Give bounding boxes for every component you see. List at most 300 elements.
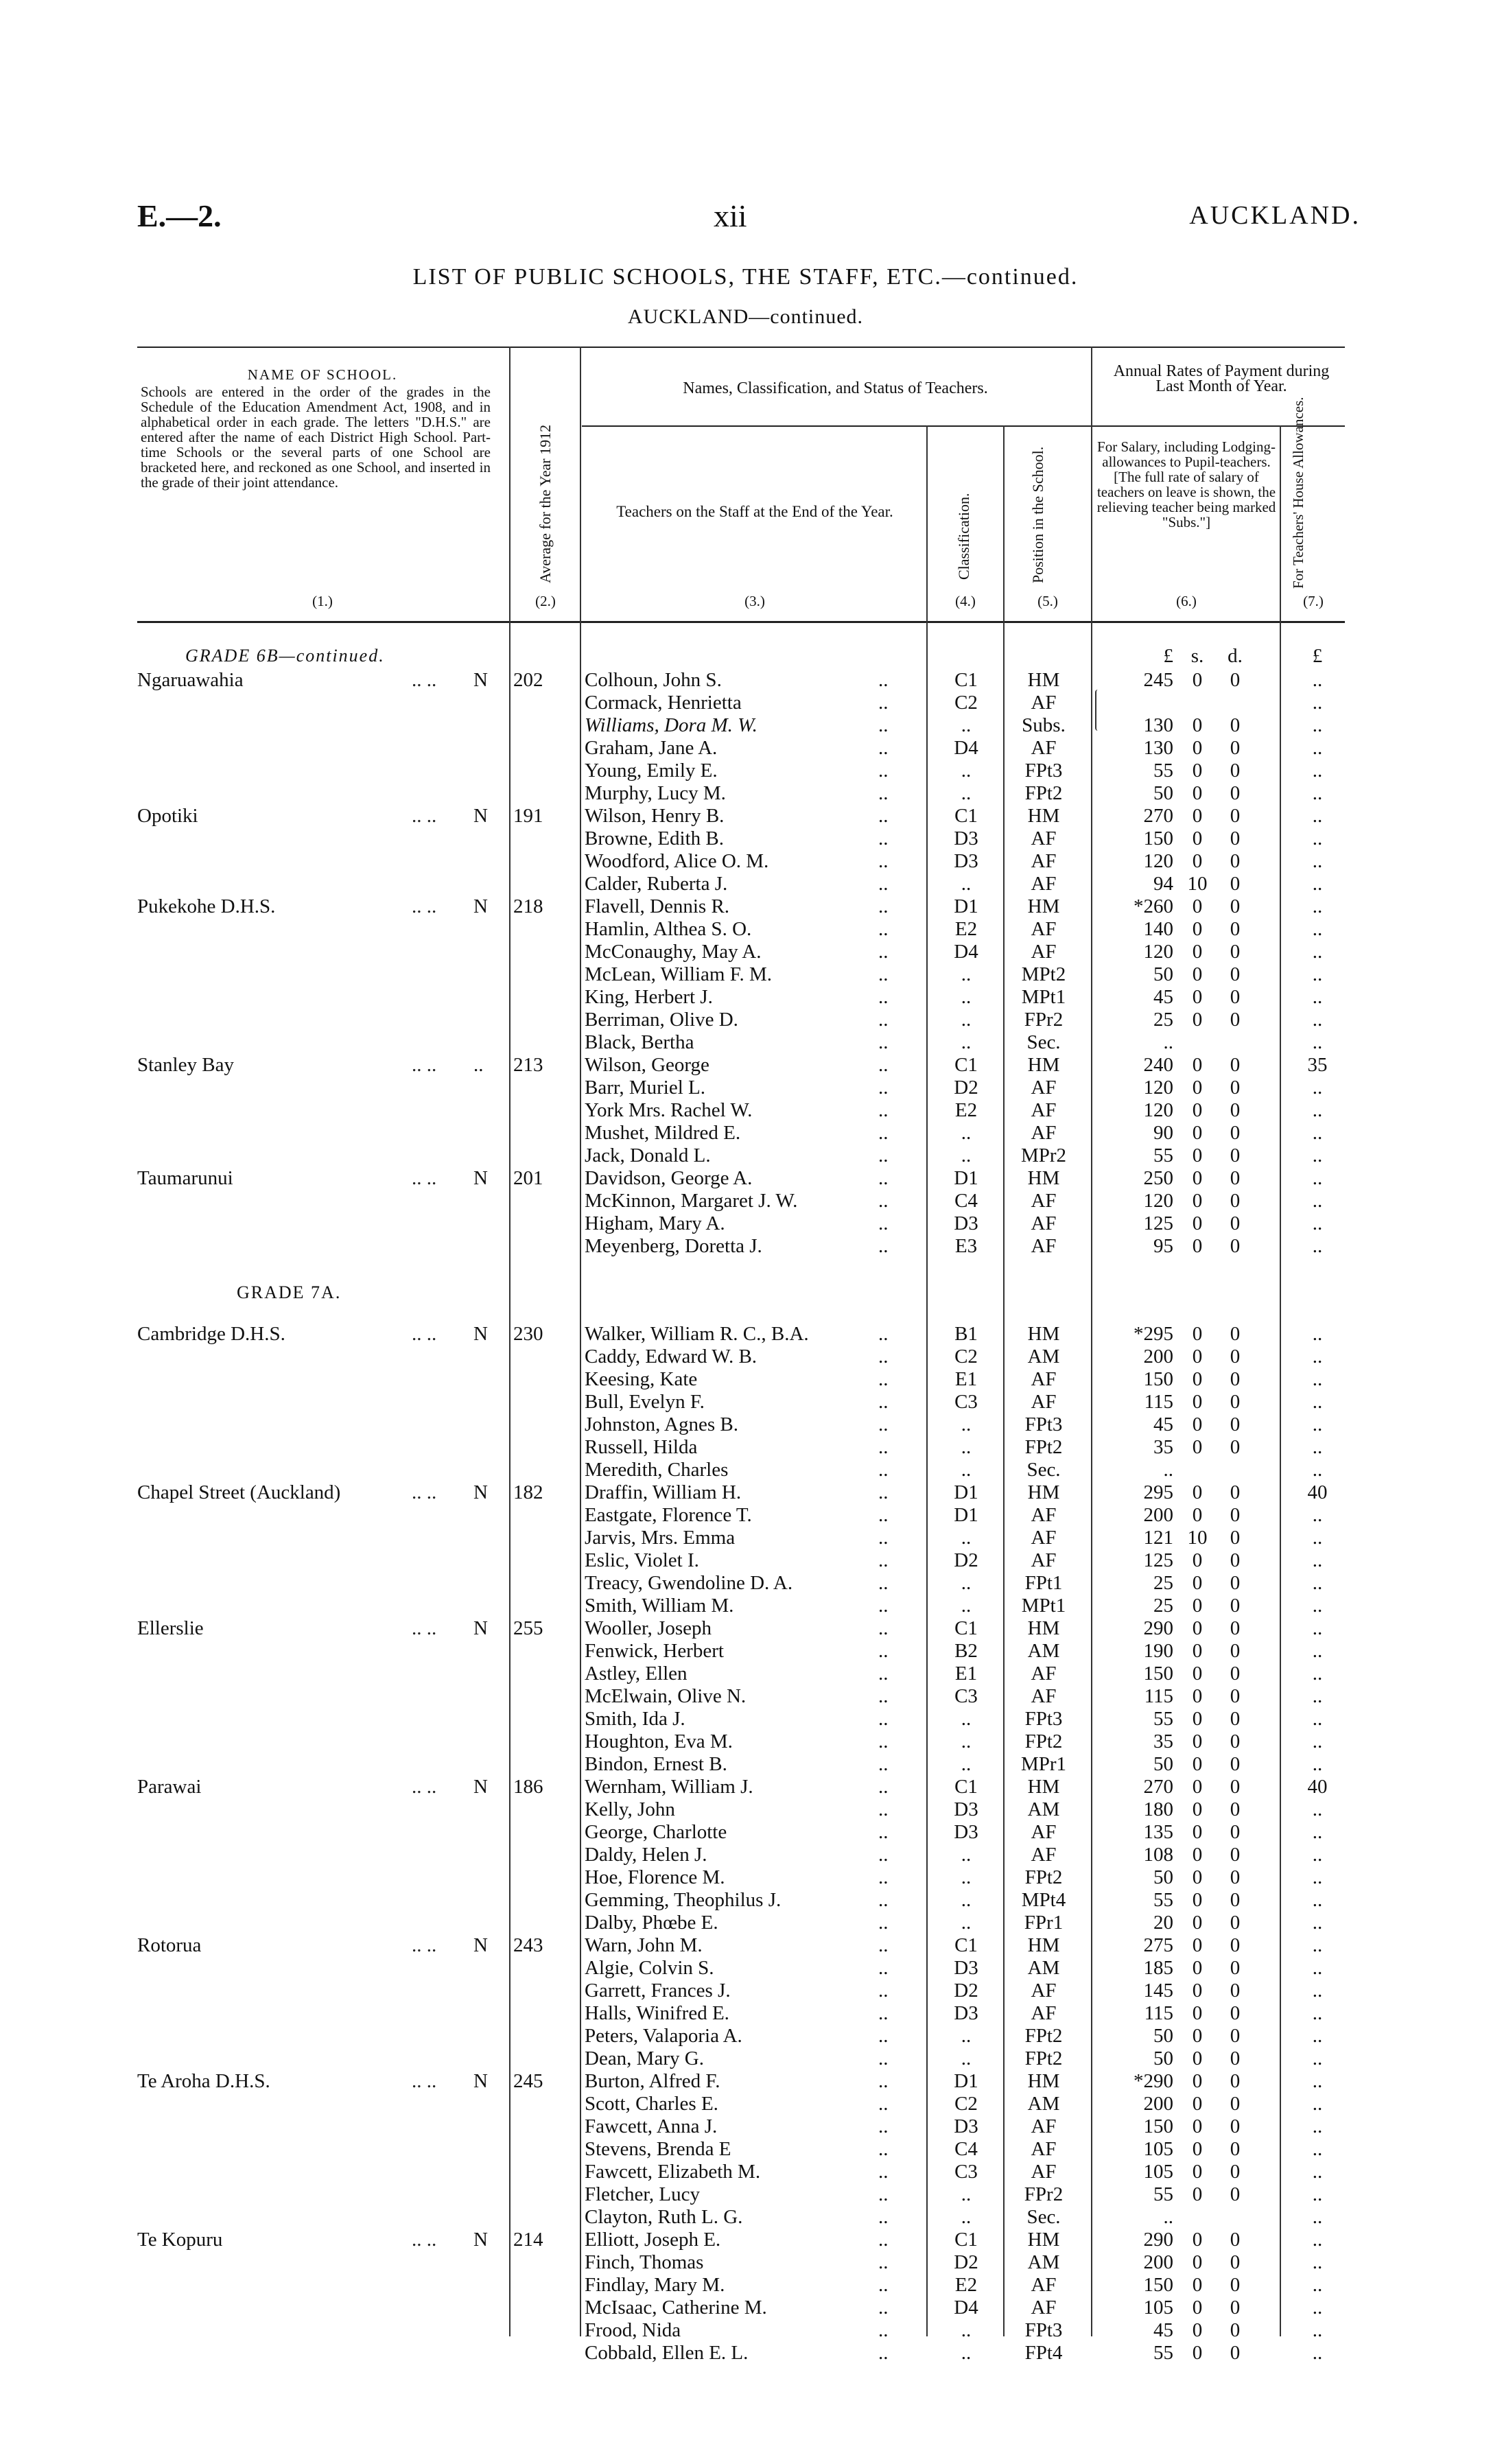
teacher-classification: B1 xyxy=(954,1323,978,1345)
teacher-classification: D3 xyxy=(954,2115,978,2137)
leader-dots: .. xyxy=(878,760,889,782)
school-status: N xyxy=(473,1776,488,1798)
leader-dots: .. xyxy=(878,1031,889,1053)
salary-pounds: 150 xyxy=(1143,2115,1173,2137)
salary-pence: 0 xyxy=(1230,850,1241,872)
salary-pence: 0 xyxy=(1230,1368,1241,1390)
house-allowance: .. xyxy=(1312,1190,1323,1212)
salary-pence: 0 xyxy=(1230,2274,1241,2296)
col6-title: For Salary, including Lodging-allowances to Pupil-teachers. [The full rate of salary of teachers on leave is shown, the relieving teacher being marked "Subs."] xyxy=(1096,438,1276,530)
col1-number: (1.) xyxy=(312,593,333,609)
school-average: 202 xyxy=(513,669,543,691)
house-allowance: 40 xyxy=(1307,1481,1328,1503)
teacher-position: AF xyxy=(1031,692,1057,714)
salary-pounds: 200 xyxy=(1143,1346,1173,1368)
leader-dots: .. .. xyxy=(412,895,437,917)
house-allowance: .. xyxy=(1312,2002,1323,2024)
salary-shillings: 0 xyxy=(1192,1009,1203,1031)
salary-pounds: 25 xyxy=(1153,1572,1173,1594)
salary-shillings: 0 xyxy=(1192,1685,1203,1707)
salary-pounds: 120 xyxy=(1143,1077,1173,1099)
leader-dots: .. xyxy=(878,669,889,691)
salary-pence: 0 xyxy=(1230,986,1241,1008)
leader-dots: .. xyxy=(878,1685,889,1707)
teacher-name: Cormack, Henrietta xyxy=(585,692,742,714)
teacher-classification: .. xyxy=(961,2206,972,2228)
salary-shillings: 0 xyxy=(1192,1235,1203,1257)
leader-dots: .. xyxy=(878,2138,889,2160)
salary-shillings: 0 xyxy=(1192,1077,1203,1099)
salary-pence: 0 xyxy=(1230,1054,1241,1076)
teacher-classification: C4 xyxy=(954,1190,978,1212)
salary-shillings: 0 xyxy=(1192,2093,1203,2115)
teacher-position: Sec. xyxy=(1026,1031,1061,1053)
teacher-position: HM xyxy=(1027,2070,1060,2092)
col7-title: For Teachers' House Allowances. xyxy=(1290,397,1306,589)
salary-pence: 0 xyxy=(1230,941,1241,963)
leader-dots: .. xyxy=(878,714,889,736)
salary-pounds: 20 xyxy=(1153,1912,1173,1934)
teacher-name: Wilson, George xyxy=(585,1054,709,1076)
teacher-classification: D4 xyxy=(954,737,978,759)
salary-pence: 0 xyxy=(1230,1077,1241,1099)
salary-pounds: 55 xyxy=(1153,2342,1173,2364)
teacher-position: AF xyxy=(1031,1980,1057,2002)
house-allowance: .. xyxy=(1312,2070,1323,2092)
leader-dots: .. xyxy=(878,692,889,714)
salary-pence: 0 xyxy=(1230,2319,1241,2341)
teacher-name: King, Herbert J. xyxy=(585,986,713,1008)
leader-dots: .. xyxy=(878,918,889,940)
leader-dots: .. xyxy=(878,2206,889,2228)
teacher-name: Cobbald, Ellen E. L. xyxy=(585,2342,749,2364)
table-top-rule xyxy=(137,347,1345,348)
house-allowance: .. xyxy=(1312,1957,1323,1979)
teacher-position: AF xyxy=(1031,1821,1057,1843)
leader-dots: .. xyxy=(878,1481,889,1503)
house-allowance: .. xyxy=(1312,2229,1323,2251)
teacher-name: Fenwick, Herbert xyxy=(585,1640,724,1662)
teacher-classification: .. xyxy=(961,2048,972,2069)
salary-shillings: 0 xyxy=(1192,2138,1203,2160)
leader-dots: .. xyxy=(878,805,889,827)
salary-pence: 0 xyxy=(1230,2002,1241,2024)
teacher-name: Graham, Jane A. xyxy=(585,737,718,759)
house-allowance: .. xyxy=(1312,1685,1323,1707)
col5-number: (5.) xyxy=(1037,593,1058,609)
teacher-position: AM xyxy=(1027,2251,1060,2273)
school-average: 214 xyxy=(513,2229,543,2251)
salary-pounds: 250 xyxy=(1143,1167,1173,1189)
leader-dots: .. xyxy=(878,1212,889,1234)
teacher-position: FPt2 xyxy=(1024,1866,1063,1888)
teacher-classification: .. xyxy=(961,2342,972,2364)
teacher-position: AF xyxy=(1031,1391,1057,1413)
teacher-position: HM xyxy=(1027,1934,1060,1956)
leader-dots: .. xyxy=(878,1504,889,1526)
teacher-classification: E2 xyxy=(954,2274,978,2296)
teacher-name: Fawcett, Elizabeth M. xyxy=(585,2161,761,2183)
house-allowance: .. xyxy=(1312,2297,1323,2319)
salary-shillings: 0 xyxy=(1192,963,1203,985)
salary-pounds: 115 xyxy=(1144,1391,1173,1413)
school-average: 182 xyxy=(513,1481,543,1503)
salary-shillings: 0 xyxy=(1192,2342,1203,2364)
house-allowance: .. xyxy=(1312,1889,1323,1911)
teacher-position: MPt4 xyxy=(1021,1889,1066,1911)
salary-pence: 0 xyxy=(1230,1235,1241,1257)
leader-dots: .. xyxy=(878,1934,889,1956)
teacher-position: AF xyxy=(1031,1190,1057,1212)
salary-pounds: 25 xyxy=(1153,1595,1173,1617)
salary-pence: 0 xyxy=(1230,1889,1241,1911)
col5-title: Position in the School. xyxy=(1029,446,1046,583)
leader-dots: .. xyxy=(878,1190,889,1212)
school-status: N xyxy=(473,2229,488,2251)
teacher-classification: .. xyxy=(961,1730,972,1752)
salary-shillings: 0 xyxy=(1192,1190,1203,1212)
teacher-name: Barr, Muriel L. xyxy=(585,1077,706,1099)
leader-dots: .. xyxy=(878,1009,889,1031)
teacher-name: Wernham, William J. xyxy=(585,1776,753,1798)
salary-pounds: 270 xyxy=(1143,1776,1173,1798)
house-allowance: .. xyxy=(1312,963,1323,985)
teacher-classification: D1 xyxy=(954,2070,978,2092)
leader-dots: .. xyxy=(878,873,889,895)
salary-shillings: 0 xyxy=(1192,986,1203,1008)
house-allowance: .. xyxy=(1312,1235,1323,1257)
leader-dots: .. xyxy=(878,963,889,985)
house-allowance: .. xyxy=(1312,2138,1323,2160)
salary-pounds: .. xyxy=(1163,1459,1173,1481)
salary-shillings: 0 xyxy=(1192,941,1203,963)
salary-pounds: 45 xyxy=(1153,986,1173,1008)
leader-dots: .. xyxy=(878,2342,889,2364)
salary-pounds: 125 xyxy=(1143,1212,1173,1234)
teacher-name: Finch, Thomas xyxy=(585,2251,704,2273)
salary-shillings: 0 xyxy=(1192,1549,1203,1571)
house-allowance: .. xyxy=(1312,1730,1323,1752)
teacher-name: Williams, Dora M. W. xyxy=(585,714,758,736)
house-allowance: .. xyxy=(1312,2025,1323,2047)
teacher-position: Subs. xyxy=(1022,714,1066,736)
teacher-classification: .. xyxy=(961,1413,972,1435)
salary-pence: 0 xyxy=(1230,1122,1241,1144)
teacher-name: Murphy, Lucy M. xyxy=(585,782,726,804)
teacher-name: Higham, Mary A. xyxy=(585,1212,725,1234)
house-allowance: .. xyxy=(1312,2183,1323,2205)
salary-pounds: 275 xyxy=(1143,1934,1173,1956)
salary-shillings: 0 xyxy=(1192,2274,1203,2296)
salary-shillings: 0 xyxy=(1192,1730,1203,1752)
salary-pence: 0 xyxy=(1230,1504,1241,1526)
teacher-name: Jack, Donald L. xyxy=(585,1145,711,1166)
salary-shillings: 0 xyxy=(1192,2319,1203,2341)
leader-dots: .. xyxy=(878,1617,889,1639)
teacher-position: HM xyxy=(1027,669,1060,691)
salary-shillings: 0 xyxy=(1192,1413,1203,1435)
teacher-position: HM xyxy=(1027,1054,1060,1076)
house-allowance: .. xyxy=(1312,760,1323,782)
teacher-position: AM xyxy=(1027,1957,1060,1979)
house-allowance: .. xyxy=(1312,1167,1323,1189)
salary-pence: 0 xyxy=(1230,2093,1241,2115)
house-allowance: .. xyxy=(1312,1077,1323,1099)
salary-pence: 0 xyxy=(1230,873,1241,895)
house-allowance: .. xyxy=(1312,1009,1323,1031)
leader-dots: .. xyxy=(878,2048,889,2069)
salary-pence: 0 xyxy=(1230,1617,1241,1639)
salary-pence: 0 xyxy=(1230,782,1241,804)
salary-shillings: 0 xyxy=(1192,1122,1203,1144)
teacher-classification: D4 xyxy=(954,941,978,963)
salary-pounds: 121 xyxy=(1143,1527,1173,1549)
salary-shillings: 0 xyxy=(1192,1640,1203,1662)
salary-pence: 0 xyxy=(1230,1980,1241,2002)
teacher-classification: C1 xyxy=(954,1934,978,1956)
teacher-name: Black, Bertha xyxy=(585,1031,694,1053)
school-name: Opotiki xyxy=(137,805,198,827)
leader-dots: .. xyxy=(878,2002,889,2024)
teacher-name: Clayton, Ruth L. G. xyxy=(585,2206,743,2228)
salary-pounds: 50 xyxy=(1153,1753,1173,1775)
teacher-position: MPt1 xyxy=(1021,986,1066,1008)
teacher-name: McConaughy, May A. xyxy=(585,941,762,963)
teacher-name: Young, Emily E. xyxy=(585,760,718,782)
leader-dots: .. xyxy=(878,1866,889,1888)
teacher-position: AF xyxy=(1031,1368,1057,1390)
teacher-name: Bindon, Ernest B. xyxy=(585,1753,727,1775)
teacher-classification: C3 xyxy=(954,2161,978,2183)
salary-pence: 0 xyxy=(1230,1190,1241,1212)
teacher-classification: .. xyxy=(961,1595,972,1617)
teacher-name: Treacy, Gwendoline D. A. xyxy=(585,1572,793,1594)
teacher-classification: .. xyxy=(961,782,972,804)
teacher-name: Russell, Hilda xyxy=(585,1436,698,1458)
col-divider-5 xyxy=(1091,347,1092,2336)
leader-dots: .. xyxy=(878,2251,889,2273)
leader-dots: .. .. xyxy=(412,1776,437,1798)
leader-dots: .. xyxy=(878,941,889,963)
col1-title: NAME OF SCHOOL. xyxy=(247,366,398,383)
salary-pounds: 35 xyxy=(1153,1436,1173,1458)
salary-shillings: 0 xyxy=(1192,2048,1203,2069)
teacher-position: AF xyxy=(1031,1844,1057,1866)
teacher-name: Woodford, Alice O. M. xyxy=(585,850,769,872)
salary-shillings: 0 xyxy=(1192,1798,1203,1820)
salary-pence: 0 xyxy=(1230,2342,1241,2364)
teacher-name: Caddy, Edward W. B. xyxy=(585,1346,758,1368)
teacher-position: AF xyxy=(1031,873,1057,895)
teacher-classification: .. xyxy=(961,1527,972,1549)
salary-pence: 0 xyxy=(1230,1957,1241,1979)
leader-dots: .. xyxy=(878,2093,889,2115)
teacher-classification: D1 xyxy=(954,1481,978,1503)
leader-dots: .. xyxy=(878,1235,889,1257)
teacher-classification: .. xyxy=(961,1122,972,1144)
school-name: Te Aroha D.H.S. xyxy=(137,2070,270,2092)
teacher-name: Davidson, George A. xyxy=(585,1167,753,1189)
teacher-name: Dean, Mary G. xyxy=(585,2048,704,2069)
unit-pounds: £ xyxy=(1163,645,1173,667)
teacher-classification: C1 xyxy=(954,669,978,691)
teacher-name: Houghton, Eva M. xyxy=(585,1730,733,1752)
salary-pounds: 290 xyxy=(1143,1617,1173,1639)
col-divider-2 xyxy=(580,347,581,2336)
house-allowance: .. xyxy=(1312,1912,1323,1934)
leader-dots: .. xyxy=(878,1798,889,1820)
teacher-classification: D1 xyxy=(954,1167,978,1189)
house-allowance: .. xyxy=(1312,2319,1323,2341)
teacher-classification: .. xyxy=(961,1436,972,1458)
house-allowance: .. xyxy=(1312,1663,1323,1685)
page-code: E.—2. xyxy=(137,198,222,233)
unit-pence: d. xyxy=(1228,645,1243,667)
salary-pence: 0 xyxy=(1230,1595,1241,1617)
table-subheader-rule xyxy=(582,425,1345,427)
teacher-position: FPt2 xyxy=(1024,1436,1063,1458)
house-allowance: 40 xyxy=(1307,1776,1328,1798)
teacher-name: Wooller, Joseph xyxy=(585,1617,712,1639)
salary-pence: 0 xyxy=(1230,2025,1241,2047)
house-allowance: .. xyxy=(1312,714,1323,736)
house-allowance: .. xyxy=(1312,1145,1323,1166)
salary-pounds: 45 xyxy=(1153,1413,1173,1435)
salary-shillings: 0 xyxy=(1192,1957,1203,1979)
teacher-classification: .. xyxy=(961,2183,972,2205)
house-allowance: .. xyxy=(1312,2342,1323,2364)
salary-shillings: 0 xyxy=(1192,1212,1203,1234)
salary-pounds: 55 xyxy=(1153,1889,1173,1911)
teacher-name: Algie, Colvin S. xyxy=(585,1957,714,1979)
school-status: N xyxy=(473,1481,488,1503)
teacher-classification: C1 xyxy=(954,805,978,827)
house-allowance: .. xyxy=(1312,1031,1323,1053)
teacher-position: HM xyxy=(1027,1481,1060,1503)
teacher-classification: E3 xyxy=(954,1235,978,1257)
leader-dots: .. xyxy=(878,1595,889,1617)
teacher-classification: C1 xyxy=(954,1054,978,1076)
teacher-name: Hoe, Florence M. xyxy=(585,1866,725,1888)
teacher-name: Smith, Ida J. xyxy=(585,1708,685,1730)
salary-shillings: 0 xyxy=(1192,1572,1203,1594)
unit-pounds-allowance: £ xyxy=(1312,645,1323,667)
salary-shillings: 0 xyxy=(1192,1099,1203,1121)
teacher-name: Wilson, Henry B. xyxy=(585,805,725,827)
salary-pounds: 135 xyxy=(1143,1821,1173,1843)
teacher-classification: B2 xyxy=(954,1640,978,1662)
teacher-name: Frood, Nida xyxy=(585,2319,681,2341)
salary-pounds: 120 xyxy=(1143,1099,1173,1121)
salary-pence: 0 xyxy=(1230,1009,1241,1031)
teacher-name: McKinnon, Margaret J. W. xyxy=(585,1190,798,1212)
salary-shillings: 0 xyxy=(1192,828,1203,849)
leader-dots: .. xyxy=(878,782,889,804)
salary-shillings: 0 xyxy=(1192,1821,1203,1843)
col-divider-3 xyxy=(926,425,928,2336)
page-subtitle: AUCKLAND—continued. xyxy=(627,305,864,328)
teacher-classification: D2 xyxy=(954,1549,978,1571)
school-name: Taumarunui xyxy=(137,1167,233,1189)
teacher-classification: C1 xyxy=(954,2229,978,2251)
grade-heading-6b: GRADE 6B—continued. xyxy=(185,646,385,666)
salary-shillings: 0 xyxy=(1192,850,1203,872)
teacher-position: AF xyxy=(1031,1122,1057,1144)
teacher-classification: D3 xyxy=(954,1212,978,1234)
teacher-name: McIsaac, Catherine M. xyxy=(585,2297,767,2319)
school-status: N xyxy=(473,895,488,917)
salary-pence: 0 xyxy=(1230,2161,1241,2183)
teacher-classification: .. xyxy=(961,963,972,985)
teacher-name: Fletcher, Lucy xyxy=(585,2183,700,2205)
house-allowance: .. xyxy=(1312,692,1323,714)
leader-dots: .. xyxy=(878,2115,889,2137)
salary-pounds: 150 xyxy=(1143,1368,1173,1390)
salary-pence: 0 xyxy=(1230,2229,1241,2251)
house-allowance: .. xyxy=(1312,1099,1323,1121)
salary-pounds: 105 xyxy=(1143,2161,1173,2183)
salary-pence: 0 xyxy=(1230,1798,1241,1820)
teacher-classification: D2 xyxy=(954,1077,978,1099)
teacher-classification: D2 xyxy=(954,1980,978,2002)
house-allowance: .. xyxy=(1312,1821,1323,1843)
teacher-position: AF xyxy=(1031,850,1057,872)
school-status: .. xyxy=(473,1054,484,1076)
salary-shillings: 0 xyxy=(1192,1980,1203,2002)
col4-number: (4.) xyxy=(955,593,976,609)
salary-pounds: *295 xyxy=(1134,1323,1173,1345)
col2-number: (2.) xyxy=(535,593,556,609)
col3-title: Teachers on the Staff at the End of the Year. xyxy=(616,503,893,520)
table-header-bottom-rule xyxy=(137,621,1345,623)
leader-dots: .. .. xyxy=(412,805,437,827)
teacher-name: Eslic, Violet I. xyxy=(585,1549,699,1571)
school-average: 230 xyxy=(513,1323,543,1345)
salary-pence: 0 xyxy=(1230,2183,1241,2205)
house-allowance: .. xyxy=(1312,1323,1323,1345)
teacher-position: AF xyxy=(1031,1685,1057,1707)
teacher-position: AF xyxy=(1031,2297,1057,2319)
house-allowance: .. xyxy=(1312,1844,1323,1866)
leader-dots: .. xyxy=(878,1753,889,1775)
house-allowance: .. xyxy=(1312,737,1323,759)
col2-title: Average for the Year 1912 xyxy=(537,424,554,583)
salary-pence: 0 xyxy=(1230,1934,1241,1956)
teacher-name: Jarvis, Mrs. Emma xyxy=(585,1527,736,1549)
teacher-position: AF xyxy=(1031,2274,1057,2296)
teacher-name: Eastgate, Florence T. xyxy=(585,1504,752,1526)
teacher-name: McElwain, Olive N. xyxy=(585,1685,747,1707)
salary-pounds: 50 xyxy=(1153,1866,1173,1888)
col6-number: (6.) xyxy=(1176,593,1197,609)
salary-pence: 0 xyxy=(1230,2297,1241,2319)
teacher-classification: .. xyxy=(961,2319,972,2341)
school-name: Parawai xyxy=(137,1776,202,1798)
col1-description: Schools are entered in the order of the grades in the Schedule of the Education Amendment Act, 1908, and in alphabetical order in each grade. The letters "D.H.S." are entered after the name of each District High School. Part-time Schools or the several parts of one School are bracketed here, and reckoned as one School, and inserted in the grade of their joint attendance. xyxy=(141,384,491,491)
salary-shillings: 0 xyxy=(1192,1436,1203,1458)
salary-pence: 0 xyxy=(1230,1346,1241,1368)
leader-dots: .. xyxy=(878,1099,889,1121)
col7-number: (7.) xyxy=(1303,593,1324,609)
salary-pounds: 35 xyxy=(1153,1730,1173,1752)
house-allowance: .. xyxy=(1312,986,1323,1008)
teacher-classification: .. xyxy=(961,1572,972,1594)
school-name: Chapel Street (Auckland) xyxy=(137,1481,341,1503)
salary-pounds: 125 xyxy=(1143,1549,1173,1571)
school-name: Rotorua xyxy=(137,1934,202,1956)
house-allowance: .. xyxy=(1312,1980,1323,2002)
house-allowance: .. xyxy=(1312,1753,1323,1775)
